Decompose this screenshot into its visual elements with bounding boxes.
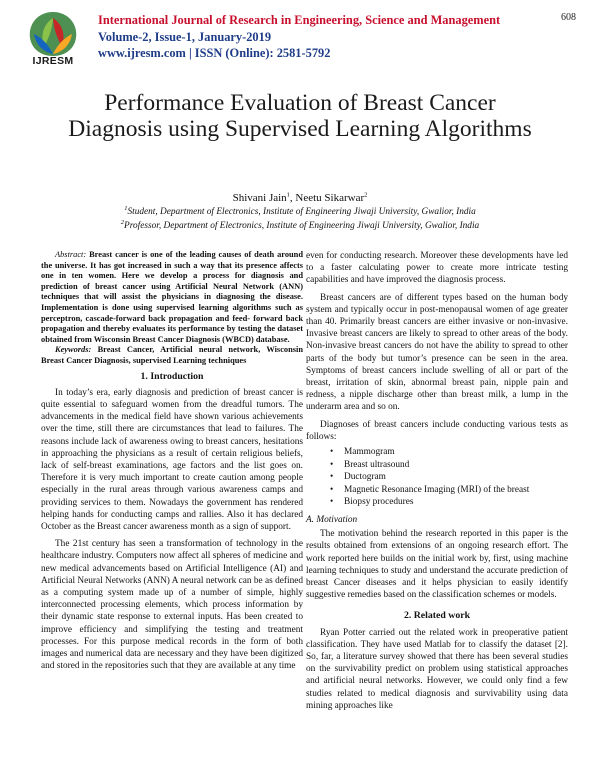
author-name: Neetu Sikarwar xyxy=(295,192,365,204)
affiliation xyxy=(40,218,560,231)
paragraph: Breast cancers are of different types based on the human body system and typically occur in post-menopausal women of age greater than 40. Primarily breast cancers are either invasive or non-invasive. Invasive breast cancers are likely to spread to other areas of the body. Non-invasive breast cancers do not have the ability to spread to other parts of the body but tumor’s presence can be seen in the area. Symptoms of breast cancers include swelling of all or part of the breast, irritation of skin, abnormal breast pain, nipple pain and redness, a nipple discharge other than breast milk, a lump in the underarm area and so on. xyxy=(306,292,568,413)
author-separator: , xyxy=(289,192,296,204)
logo-text: IJRESM xyxy=(32,55,74,67)
list-item: • Breast ultrasound xyxy=(330,459,568,472)
page-number: 608 xyxy=(561,12,576,23)
paragraph: In today’s era, early diagnosis and prediction of breast cancer is quite essential to safeguard women from the dreadful tumors. The advancements in the medical field have shown various achievements over the time, still there are circumstances that lead to failures. The reasons include lack of awareness owing to breast cancers, hesitations in approaching the physicians as a result of certain religious beliefs, lack of self-breast examinations, age factors and the list goes on. Therefore it is very much important to create caution among people especially in the rural areas through various awareness camps and providing services to them. Nowadays the government has rendered helping hands for conducting camps and rallies. Also it has declared October as the Breast cancer awareness month as a sign of support. xyxy=(41,387,303,532)
author-sup: 1 xyxy=(286,191,290,199)
list-item: • Ductogram xyxy=(330,471,568,484)
affiliation-sup: 2 xyxy=(120,218,125,226)
abstract xyxy=(41,250,303,345)
left-column xyxy=(41,250,303,672)
affiliation-sup: 1 xyxy=(124,204,128,212)
abstract-text: Breast cancer is one of the leading causes of death around the universe. It has got increased in such a way that its presence affects one in ten women. Here we develop a process for diagnosis and prediction of breast cancer using Artificial Neural Network (ANN) techniques that will assist the physicians in diagnosing the disease. Implementation is done using supervised learning algorithms such as perceptron, cascade-forward back propagation and feed- forward back propagation and thereby evaluates its performance by testing the dataset obtained from Wisconsin Breast Cancer Diagnosis (WBCD) database. xyxy=(41,250,303,344)
section-heading: 2. Related work xyxy=(403,610,471,622)
author-name: Shivani Jain xyxy=(232,192,287,204)
subsection-heading: A. Motivation xyxy=(306,515,358,526)
list-item: • Biopsy procedures xyxy=(330,496,568,509)
affiliation xyxy=(40,204,560,217)
keywords-text: Breast Cancer, Artificial neural network, Wisconsin Breast Cancer Diagnosis, supervised Learning techniques xyxy=(41,345,304,365)
paragraph: The motivation behind the research reported in this paper is the results obtained from extensions of an ongoing research effort. The work reported here builds on the initial work by, first, using machine learning techniques to study and understand the accurate prediction of breast Cancer diseases and it helps physician to easily identify suggestive remedies based on the classification schemes or models. xyxy=(306,529,568,601)
affiliation-text: Professor, Department of Electronics, Institute of Engineering Jiwaji University, Gwalior, India xyxy=(124,221,480,231)
list-item: • Magnetic Resonance Imaging (MRI) of the breast xyxy=(330,484,568,497)
author-line xyxy=(60,192,540,204)
journal-info xyxy=(98,12,500,62)
keywords xyxy=(41,345,303,366)
affiliation-text: Student, Department of Electronics, Institute of Engineering Jiwaji University, Gwalior, India xyxy=(127,207,476,217)
abstract-label: Abstract: xyxy=(55,250,87,259)
journal-name: International Journal of Research in Engineering, Science and Management xyxy=(98,13,501,27)
journal-web-issn: www.ijresm.com | ISSN (Online): 2581-5792 xyxy=(98,46,331,61)
test-list xyxy=(330,446,568,509)
author-sup: 2 xyxy=(364,191,368,199)
journal-volume: Volume-2, Issue-1, January-2019 xyxy=(98,29,272,44)
list-item: • Mammogram xyxy=(330,446,568,459)
section-heading: 1. Introduction xyxy=(140,370,204,382)
paragraph: Diagnoses of breast cancers include conducting various tests as follows: xyxy=(306,419,568,442)
keywords-label: Keywords: xyxy=(55,345,92,355)
paragraph: even for conducting research. Moreover these developments have led to a faster calculating power to create more intricate testing capabilities and have improved the diagnosis process. xyxy=(306,251,568,286)
paragraph: Ryan Potter carried out the related work in preoperative patient classification. They have used Matlab for to classify the dataset [2]. So, far, a literature survey showed that there has been several studies on the survivability predict on problem using statistical approaches and artificial neural networks. However, we could only find a few studies related to medical diagnosis and survivability using data mining approaches like xyxy=(306,627,568,711)
paper-title: Performance Evaluation of Breast Cancer Diagnosis using Supervised Learning Algorithms xyxy=(68,90,532,142)
right-column xyxy=(306,250,568,712)
journal-header xyxy=(20,8,580,70)
paragraph: The 21st century has seen a transformation of technology in the healthcare industry. Computers now affect all spheres of medicine and new medical advancements based on Artificial Intelligence (AI) and Artificial Neural Networks (ANN) A neural network can be as defined as a computing system made up of a number of simple, highly interconnected processing elements, which process information by their dynamic state response to external inputs. Has been created to improve efficiency and simplifying the testing and treatment processes. For this purpose medical records in the form of both images and numerical data are necessary and they have been digitized and stored in the repositories such that they are available at any time xyxy=(41,539,303,672)
